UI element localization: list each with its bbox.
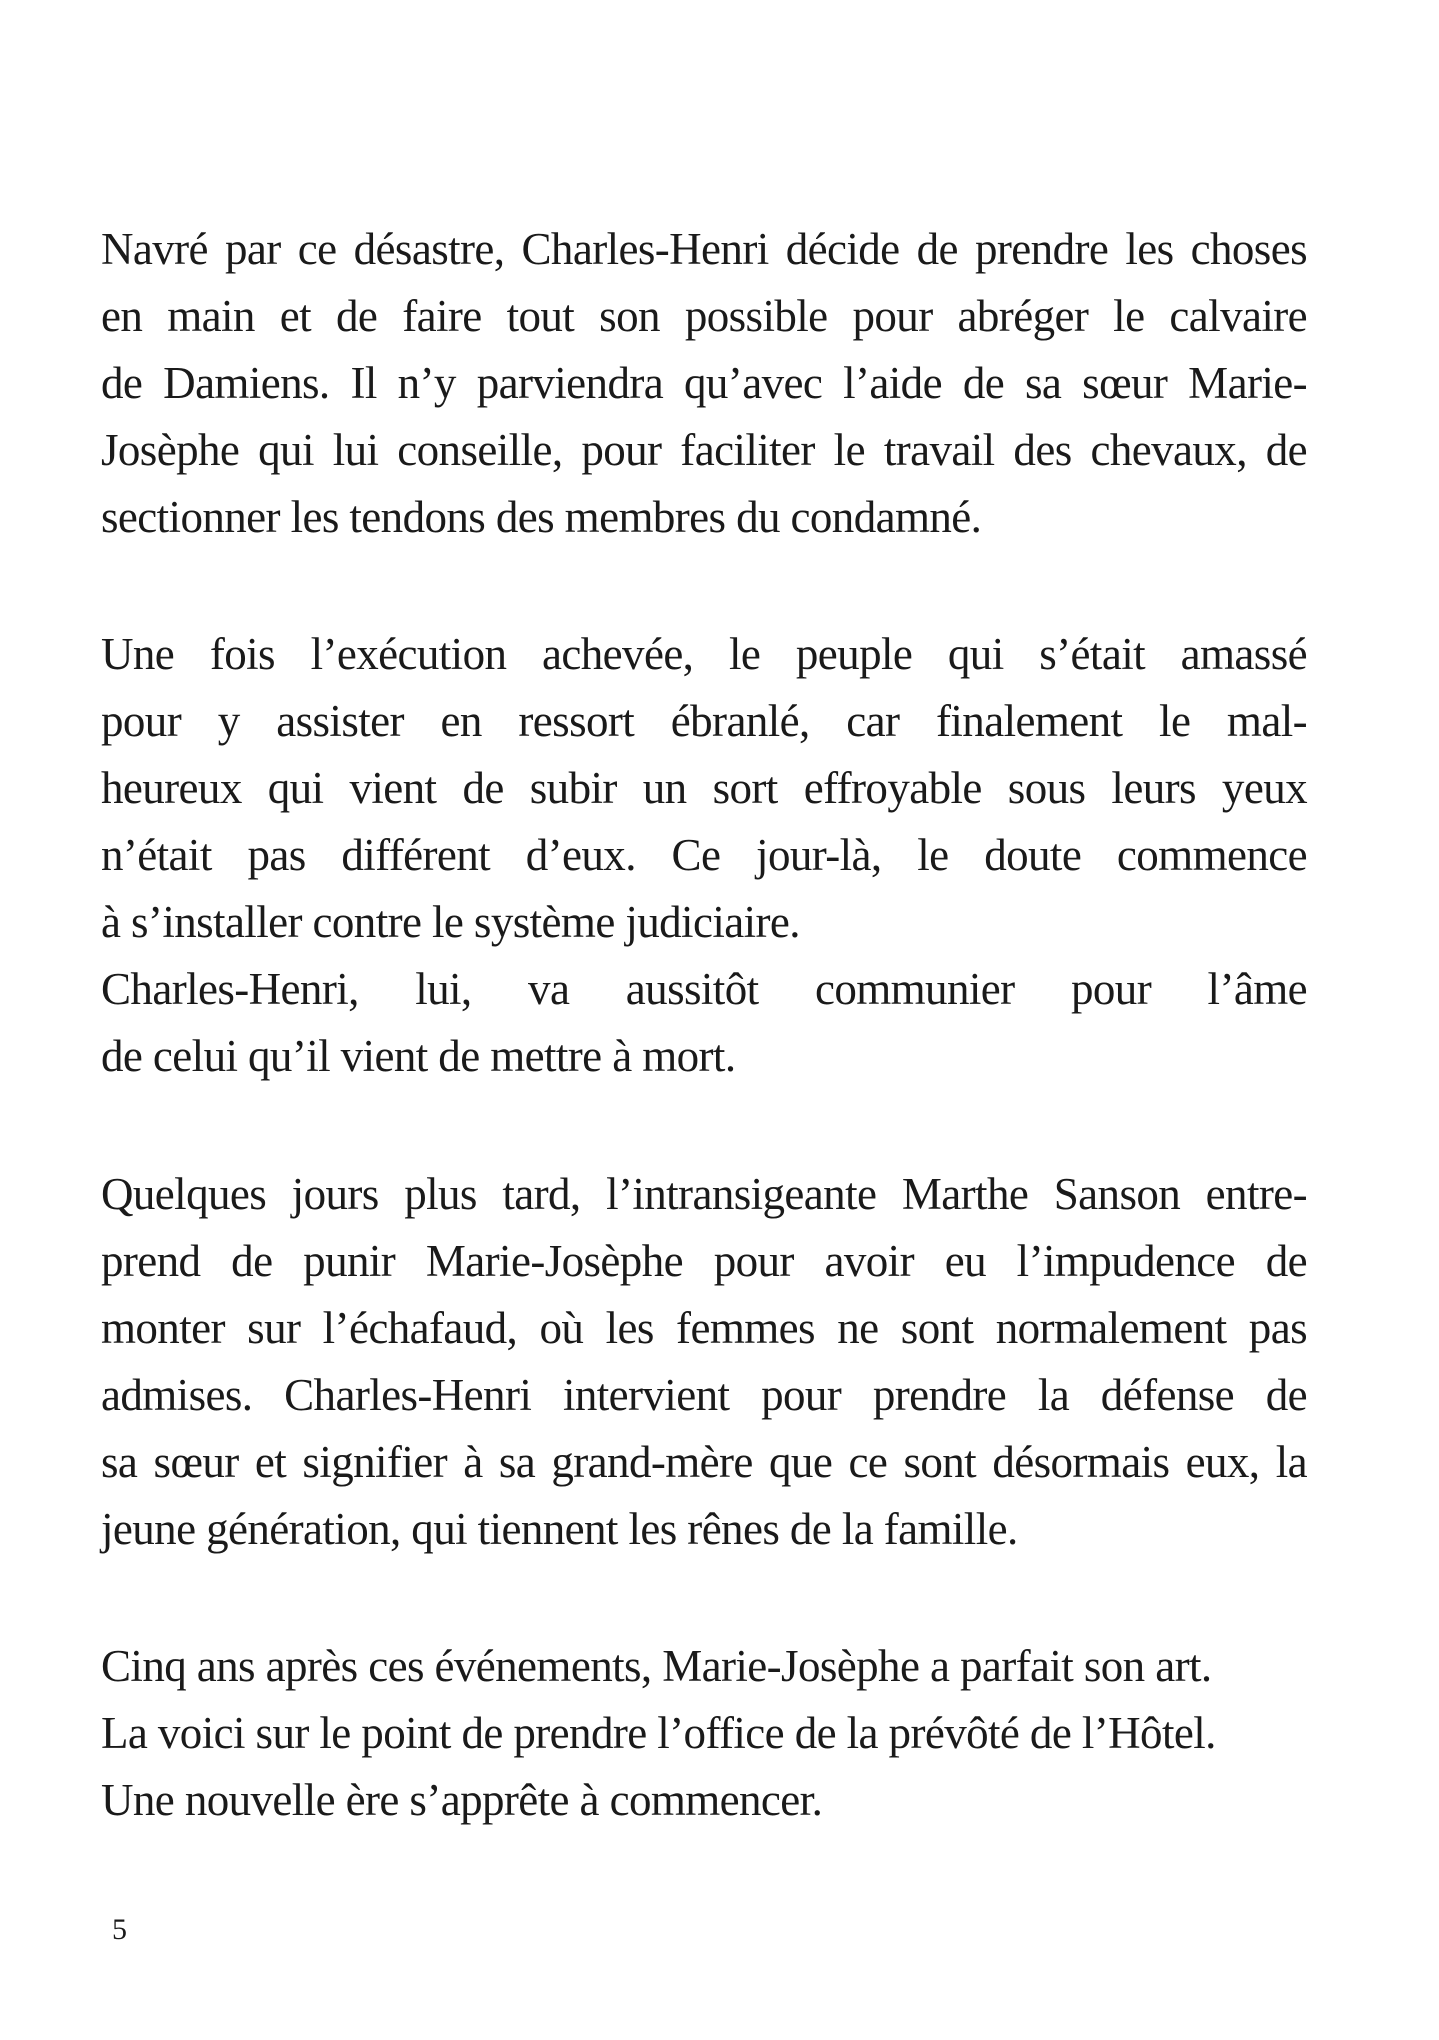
paragraph-1 <box>101 216 1307 551</box>
text-line: prend de punir Marie-Josèphe pour avoir eu l’impudence de <box>101 1236 1307 1286</box>
text-line: heureux qui vient de subir un sort effroyable sous leurs yeux <box>101 763 1307 813</box>
text-line: jeune génération, qui tiennent les rênes de la famille. <box>101 1504 1018 1554</box>
paragraph-3 <box>101 1161 1307 1563</box>
text-line: sa sœur et signifier à sa grand-mère que ce sont désormais eux, la <box>101 1437 1307 1487</box>
text-line: La voici sur le point de prendre l’office de la prévôté de l’Hôtel. <box>101 1708 1216 1758</box>
text-line: n’était pas différent d’eux. Ce jour-là, le doute commence <box>101 830 1307 880</box>
text-line: Quelques jours plus tard, l’intransigeante Marthe Sanson entre- <box>101 1169 1307 1219</box>
text-line: sectionner les tendons des membres du condamné. <box>101 492 982 542</box>
text-line: Navré par ce désastre, Charles-Henri décide de prendre les choses <box>101 224 1307 274</box>
text-line: pour y assister en ressort ébranlé, car finalement le mal- <box>101 696 1307 746</box>
page-number: 5 <box>112 1913 127 1946</box>
text-line: en main et de faire tout son possible pour abréger le calvaire <box>101 291 1307 341</box>
text-line: de celui qu’il vient de mettre à mort. <box>101 1031 736 1081</box>
text-line: Josèphe qui lui conseille, pour faciliter le travail des chevaux, de <box>101 425 1307 475</box>
text-line: monter sur l’échafaud, où les femmes ne sont normalement pas <box>101 1303 1307 1353</box>
text-line: Une fois l’exécution achevée, le peuple qui s’était amassé <box>101 629 1307 679</box>
paragraph-2 <box>101 621 1307 1090</box>
text-line: de Damiens. Il n’y parviendra qu’avec l’aide de sa sœur Marie- <box>101 358 1307 408</box>
text-line: Une nouvelle ère s’apprête à commencer. <box>101 1775 823 1825</box>
text-line: à s’installer contre le système judiciaire. <box>101 897 800 947</box>
text-line: Cinq ans après ces événements, Marie-Josèphe a parfait son art. <box>101 1641 1212 1691</box>
text-line: Charles-Henri, lui, va aussitôt communier pour l’âme <box>101 964 1307 1014</box>
paragraph-4 <box>101 1633 1307 1834</box>
text-line: admises. Charles-Henri intervient pour prendre la défense de <box>101 1370 1307 1420</box>
